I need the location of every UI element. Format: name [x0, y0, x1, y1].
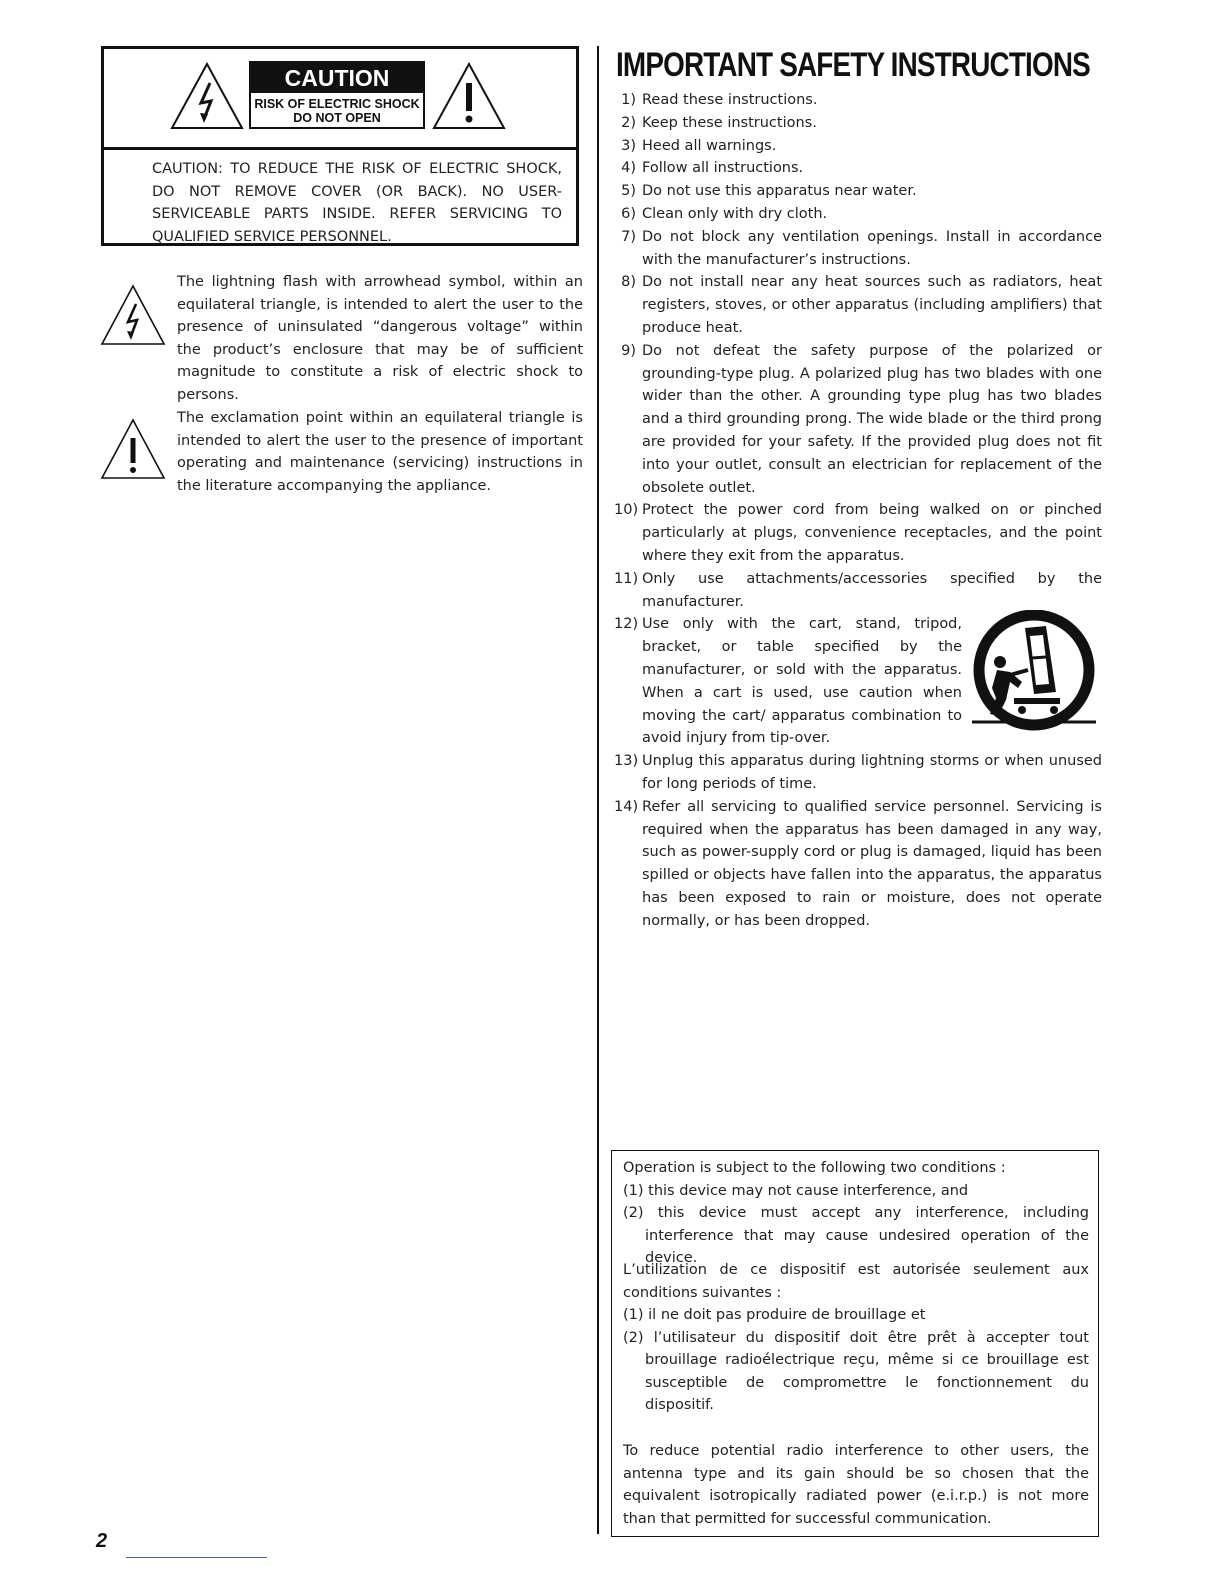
- item-number: 4): [621, 160, 636, 177]
- item-text: Refer all servicing to qualified service personnel. Servicing is required when the apparatus has been damaged in any way, such as power-supply cord or plug is damaged, liquid has been spilled or objects have fallen into the apparatus, the apparatus has been exposed to rain or moisture, does not operate normally, or has been dropped.: [642, 798, 1102, 929]
- footer-rule: [126, 1557, 267, 1558]
- item-text: Use only with the cart, stand, tripod, bracket, or table specified by the manufacturer, or sold with the apparatus. When a cart is used, use caution when moving the cart/ apparatus combination to avoid injury from tip-over.: [642, 616, 962, 747]
- compliance-box: [611, 1150, 1099, 1537]
- item-number: 2): [621, 114, 636, 131]
- compliance-french: [623, 1259, 1089, 1417]
- column-divider: [597, 46, 599, 1534]
- item-text: Heed all warnings.: [642, 137, 777, 154]
- compliance-fr-condition-2: (2) l’utilisateur du dispositif doit être prêt à accepter tout brouillage radioélectrique reçu, même si ce brouillage est susceptible de compromettre le fonctionnement du dispositif.: [623, 1329, 1089, 1413]
- item-number: 1): [621, 92, 636, 108]
- item-text: Only use attachments/accessories specified by the manufacturer.: [642, 570, 1102, 610]
- item-number: 8): [621, 274, 636, 291]
- item-text: Do not block any ventilation openings. Install in accordance with the manufacturer’s instructions.: [642, 228, 1102, 268]
- item-text: Clean only with dry cloth.: [642, 205, 828, 222]
- item-text: Keep these instructions.: [642, 114, 817, 131]
- compliance-antenna-text: To reduce potential radio interference to other users, the antenna type and its gain should be so chosen that the equivalent isotropically radiated power (e.i.r.p.) is not more than that permitted for successful communication.: [623, 1443, 1089, 1527]
- list-item: [614, 226, 1102, 272]
- compliance-en-condition-2: (2) this device must accept any interference, including interference that may cause undesired operation of the device.: [623, 1205, 1089, 1266]
- list-item: [614, 796, 1102, 933]
- item-text: Do not install near any heat sources such as radiators, heat registers, stoves, or other apparatus (including amplifiers) that produce heat.: [642, 274, 1102, 336]
- caution-text: CAUTION: TO REDUCE THE RISK OF ELECTRIC SHOCK, DO NOT REMOVE COVER (OR BACK). NO USER-SERVICEABLE PARTS INSIDE. REFER SERVICING TO QUALIFIED SERVICE PERSONNEL.: [152, 161, 562, 245]
- page-title: IMPORTANT SAFETY INSTRUCTIONS: [616, 46, 1090, 84]
- list-item: [614, 750, 1102, 796]
- item-number: 5): [621, 183, 636, 200]
- cart-tip-over-warning-icon: [970, 610, 1098, 734]
- list-item: [614, 340, 1102, 500]
- exclamation-symbol-text: The exclamation point within an equilateral triangle is intended to alert the user to the presence of important operating and maintenance (servicing) instructions in the literature accompanying the appliance.: [177, 410, 583, 494]
- list-item: [614, 157, 1102, 180]
- item-text: Protect the power cord from being walked on or pinched particularly at plugs, convenience receptacles, and the point where they exit from the apparatus.: [642, 502, 1102, 564]
- list-item: [614, 203, 1102, 226]
- item-text: Read these instructions.: [642, 92, 818, 108]
- item-number: 7): [621, 228, 636, 245]
- item-number: 12): [614, 616, 639, 633]
- lightning-warning-icon: [169, 61, 245, 131]
- list-item: [614, 180, 1102, 203]
- exclamation-triangle-icon: [100, 418, 166, 480]
- caution-box: [101, 46, 579, 246]
- caution-subtitle-1: RISK OF ELECTRIC SHOCK: [254, 97, 420, 111]
- item-number: 9): [621, 342, 636, 359]
- lightning-symbol-text: The lightning flash with arrowhead symbol, within an equilateral triangle, is intended to alert the user to the presence of uninsulated “dangerous voltage” within the product’s enclosure that may be of sufficient magnitude to constitute a risk of electric shock to persons.: [177, 274, 583, 403]
- caution-divider: [104, 147, 576, 150]
- list-item: [614, 89, 1102, 112]
- caution-title: CAUTION: [251, 63, 423, 93]
- list-item: [614, 112, 1102, 135]
- item-text: Follow all instructions.: [642, 160, 804, 177]
- list-item: [614, 568, 1102, 614]
- list-item: [614, 271, 1102, 339]
- item-number: 6): [621, 205, 636, 222]
- list-item: [614, 499, 1102, 567]
- item-number: 11): [614, 570, 639, 587]
- compliance-english: [623, 1157, 1089, 1270]
- item-number: 13): [614, 753, 639, 770]
- item-text: Unplug this apparatus during lightning storms or when unused for long periods of time.: [642, 753, 1102, 792]
- item-number: 10): [614, 502, 639, 519]
- compliance-fr-condition-1: (1) il ne doit pas produire de brouillage et: [623, 1307, 926, 1323]
- compliance-fr-intro: L’utilization de ce dispositif est autorisée seulement aux conditions suivantes :: [623, 1262, 1089, 1301]
- item-text: Do not defeat the safety purpose of the polarized or grounding-type plug. A polarized plug has two blades with one wider than the other. A grounding type plug has two blades and a third grounding prong. The wide blade or the third prong are provided for your safety. If the provided plug does not fit into your outlet, consult an electrician for replacement of the obsolete outlet.: [642, 342, 1102, 496]
- item-number: 14): [614, 798, 639, 815]
- page-number: 2: [96, 1530, 108, 1552]
- compliance-en-intro: Operation is subject to the following two conditions :: [623, 1160, 1006, 1176]
- list-item: [614, 135, 1102, 158]
- lightning-triangle-icon: [100, 284, 166, 346]
- exclamation-warning-icon: [431, 61, 507, 131]
- compliance-en-condition-1: (1) this device may not cause interference, and: [623, 1182, 969, 1199]
- item-number: 3): [621, 137, 636, 154]
- item-text: Do not use this apparatus near water.: [642, 183, 917, 200]
- caution-label: [249, 61, 425, 129]
- instruction-list: [614, 89, 1102, 932]
- caution-subtitle-2: DO NOT OPEN: [293, 111, 381, 125]
